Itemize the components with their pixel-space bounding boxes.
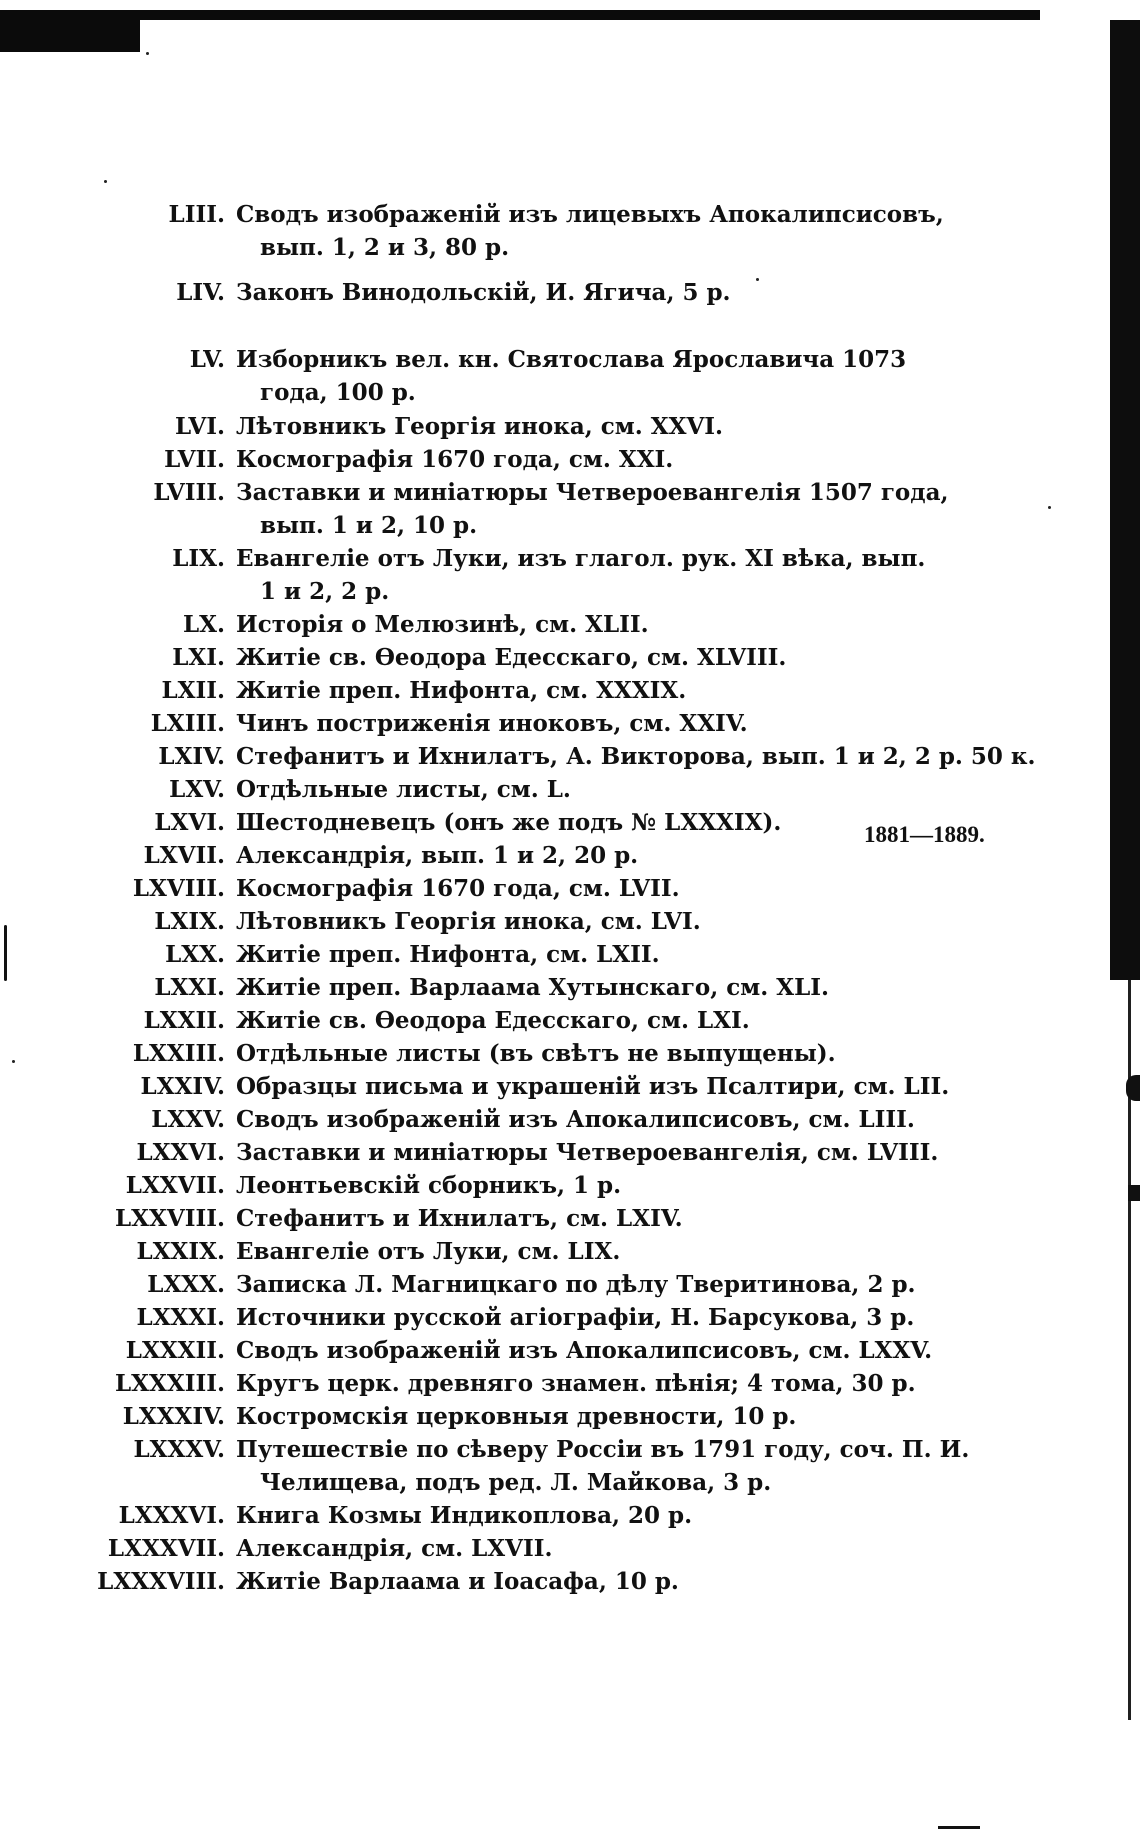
entry-title: Космографія 1670 года, см. LVII. (236, 875, 680, 902)
entry-title: Кругъ церк. древняго знамен. пѣнія; 4 тома, 30 р. (236, 1370, 916, 1397)
entry-continuation: Челищева, подъ ред. Л. Майкова, 3 р. (260, 1469, 772, 1496)
entry-title: Леонтьевскій сборникъ, 1 р. (236, 1172, 622, 1199)
side-dates: 1881—1889. (864, 822, 985, 847)
entry-number: LXXVII. (125, 1172, 225, 1199)
entry-title: Сводъ изображеній изъ лицевыхъ Апокалипсисовъ, (236, 201, 944, 228)
entry-title: Книга Козмы Индикоплова, 20 р. (236, 1502, 693, 1529)
entry-title: Александрія, см. LXVII. (236, 1535, 553, 1562)
entry-title: Отдѣльные листы (въ свѣтъ не выпущены). (236, 1040, 836, 1067)
entry-title: Космографія 1670 года, см. XXI. (236, 446, 674, 473)
entry-number: LXXXII. (125, 1337, 225, 1364)
entry-number: LV. (189, 346, 225, 373)
entry-title: Записка Л. Магницкаго по дѣлу Тверитинова, 2 р. (236, 1271, 916, 1298)
entry-number: LXXXIII. (115, 1370, 225, 1397)
entry-number: LXVIII. (132, 875, 225, 902)
entry-number: LXVI. (154, 809, 225, 836)
entry-title: Чинъ постриженія иноковъ, см. XXIV. (236, 710, 748, 737)
entry-title: Законъ Винодольскій, И. Ягича, 5 р. (236, 279, 731, 306)
entry-continuation: 1 и 2, 2 р. (260, 578, 390, 605)
entry-number: LXXXI. (136, 1304, 225, 1331)
entry-title: Путешествіе по сѣверу Россіи въ 1791 году, соч. П. И. (236, 1436, 970, 1463)
entry-title: Образцы письма и украшеній изъ Псалтири, см. LII. (236, 1073, 950, 1100)
entry-title: Заставки и миніатюры Четвероевангелія 1507 года, (236, 479, 949, 506)
entry-title: Житіе преп. Варлаама Хутынскаго, см. XLI. (236, 974, 830, 1001)
entry-title: Отдѣльные листы, см. L. (236, 776, 571, 803)
entry-title: Евангеліе отъ Луки, изъ глагол. рук. XI вѣка, вып. (236, 545, 926, 572)
entry-title: Заставки и миніатюры Четвероевангелія, см. LVIII. (236, 1139, 939, 1166)
entry-number: LXII. (161, 677, 225, 704)
entry-title: Житіе преп. Нифонта, см. LXII. (236, 941, 660, 968)
entry-title: Лѣтовникъ Георгія инока, см. XXVI. (236, 413, 724, 440)
entry-number: LXXIX. (136, 1238, 225, 1265)
entry-continuation: года, 100 р. (260, 379, 416, 406)
entry-number: LXXIII. (132, 1040, 225, 1067)
entry-number: LXXXV. (133, 1436, 225, 1463)
entry-number: LXXXIV. (122, 1403, 225, 1430)
entry-title: Житіе св. Ѳеодора Едесскаго, см. LXI. (236, 1007, 750, 1034)
entry-title: Житіе Варлаама и Іоасафа, 10 р. (236, 1568, 679, 1595)
entry-number: LXXV. (151, 1106, 225, 1133)
entry-title: Стефанитъ и Ихнилатъ, А. Викторова, вып. 1 и 2, 2 р. 50 к. (236, 743, 1036, 770)
entry-title: Житіе св. Ѳеодора Едесскаго, см. XLVIII. (236, 644, 787, 671)
entry-number: LXX. (165, 941, 225, 968)
entry-title: Сводъ изображеній изъ Апокалипсисовъ, см. LXXV. (236, 1337, 933, 1364)
entry-number: LVI. (174, 413, 225, 440)
entry-number: LVIII. (153, 479, 225, 506)
entry-number: LXVII. (143, 842, 225, 869)
entry-title: Александрія, вып. 1 и 2, 20 р. (236, 842, 639, 869)
entry-title: Сводъ изображеній изъ Апокалипсисовъ, см. LIII. (236, 1106, 915, 1133)
entry-title: Стефанитъ и Ихнилатъ, см. LXIV. (236, 1205, 683, 1232)
entry-number: LIII. (168, 201, 225, 228)
entry-number: LVII. (164, 446, 225, 473)
entry-number: LXIII. (150, 710, 225, 737)
entry-title: Исторія о Мелюзинѣ, см. XLII. (236, 611, 649, 638)
entry-number: LXIV. (158, 743, 225, 770)
entry-title: Житіе преп. Нифонта, см. XXXIX. (236, 677, 687, 704)
entry-number: LXXVI. (136, 1139, 225, 1166)
entry-number: LXXII. (143, 1007, 225, 1034)
entry-number: LXIX. (154, 908, 225, 935)
entry-number: LXXXVII. (107, 1535, 225, 1562)
entry-number: LXI. (172, 644, 225, 671)
entry-title: Шестодневецъ (онъ же подъ № LXXXIX). (236, 809, 782, 836)
entry-title: Изборникъ вел. кн. Святослава Ярославича 1073 (236, 346, 907, 373)
entry-number: LXXI. (154, 974, 225, 1001)
entry-title: Лѣтовникъ Георгія инока, см. LVI. (236, 908, 701, 935)
entry-continuation: вып. 1 и 2, 10 р. (260, 512, 478, 539)
entry-number: LIV. (176, 279, 225, 306)
entry-title: Источники русской агіографіи, Н. Барсукова, 3 р. (236, 1304, 915, 1331)
entry-number: LXV. (169, 776, 225, 803)
entry-continuation: вып. 1, 2 и 3, 80 р. (260, 234, 510, 261)
entry-number: LXXX. (147, 1271, 225, 1298)
entry-number: LIX. (172, 545, 225, 572)
entry-number: LXXXVIII. (97, 1568, 225, 1595)
entry-title: Костромскія церковныя древности, 10 р. (236, 1403, 797, 1430)
entry-title: Евангеліе отъ Луки, см. LIX. (236, 1238, 621, 1265)
entry-number: LXXIV. (140, 1073, 225, 1100)
entry-number: LXXVIII. (115, 1205, 225, 1232)
entry-number: LX. (182, 611, 225, 638)
entry-number: LXXXVI. (118, 1502, 225, 1529)
